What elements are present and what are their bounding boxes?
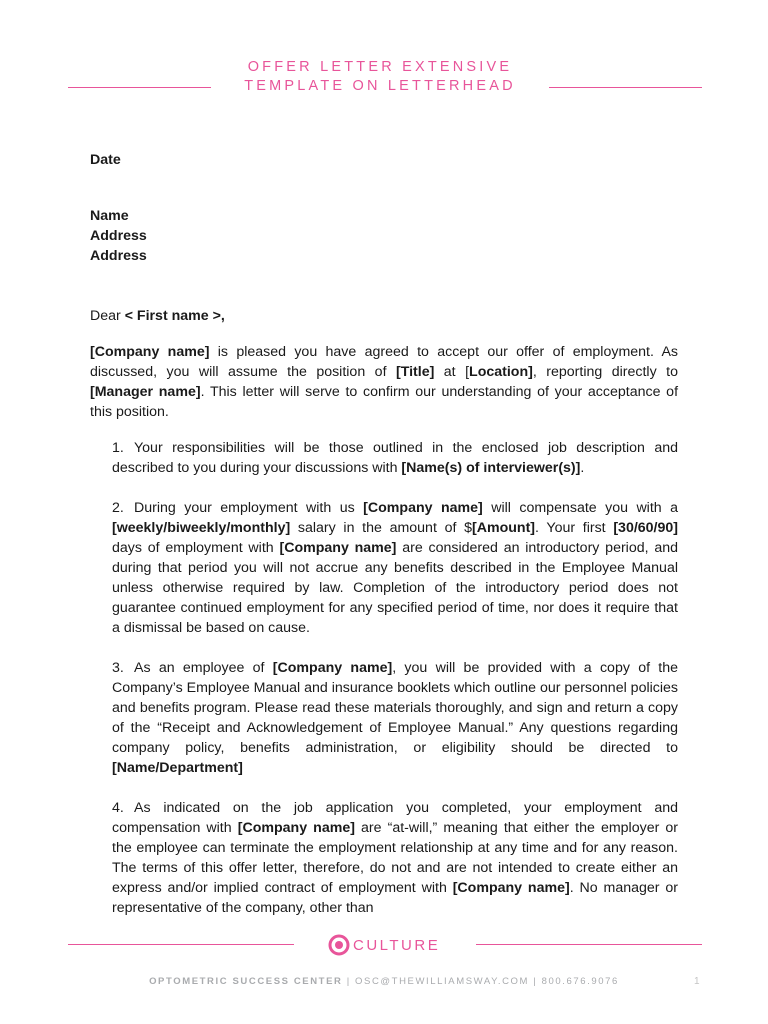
header-rule-left	[68, 87, 211, 88]
item-text: salary in the amount of $	[290, 520, 472, 536]
footer-phone: 800.676.9076	[541, 976, 619, 987]
footer-email: OSC@THEWILLIAMSWAY.COM	[355, 976, 530, 987]
item-number: 4.	[112, 800, 124, 816]
salutation-name: < First name >,	[124, 308, 225, 324]
document-title-line-2: TEMPLATE ON LETTERHEAD	[244, 78, 516, 94]
item-text: , you will be provided with a copy of the Company’s Employee Manual and insurance booklets which outline our personnel policies and benefits program. Please read these materials thoroughly, and sign and return a copy of the “Receipt and Acknowledgement of Employee Manual.” Any questions regarding company policy, benefits administration, or eligibility should be directed to	[112, 660, 679, 756]
numbered-items	[112, 438, 678, 918]
culture-logo-text: CULTURE	[353, 936, 441, 954]
intro-location: Location]	[469, 364, 533, 380]
item-number: 3.	[112, 660, 124, 676]
intro-text-1: is pleased you have agreed to accept our offer of employment. As discussed, you will assume the position of	[90, 344, 679, 380]
date-placeholder: Date	[90, 152, 121, 168]
item-text: will compensate you with a	[482, 500, 679, 516]
item-4	[112, 798, 678, 918]
item-text: days of employment with	[112, 540, 280, 556]
intro-text-4: . This letter will serve to confirm our understanding of your acceptance of this position.	[90, 384, 679, 420]
header-rule-right	[549, 87, 702, 88]
item-placeholder: [Company name]	[452, 880, 570, 896]
footer-separator: |	[342, 976, 356, 987]
item-placeholder: [Company name]	[237, 820, 355, 836]
page-number: 1	[694, 976, 700, 987]
item-1	[112, 438, 678, 478]
item-placeholder: [Company name]	[363, 500, 483, 516]
address-line-name: Name	[90, 208, 129, 224]
item-number: 1.	[112, 440, 124, 456]
item-text: are considered an introductory period, and during that period you will not accrue any benefits described in the Employee Manual unless otherwise required by law. Completion of the introductory period does not guarantee continued employment for any specified period of time, nor does it require that a dismissal be based on cause.	[112, 540, 679, 636]
salutation	[90, 306, 678, 326]
item-placeholder: [Company name]	[272, 660, 393, 676]
document-title-line-1: OFFER LETTER EXTENSIVE	[247, 59, 513, 75]
culture-logo-icon	[328, 934, 350, 956]
footer-contact	[0, 976, 768, 987]
salutation-prefix: Dear	[90, 308, 125, 324]
letter-body	[90, 150, 678, 938]
intro-text-3: , reporting directly to	[532, 364, 678, 380]
item-text: During your employment with us	[134, 500, 364, 516]
intro-manager: [Manager name]	[90, 384, 201, 400]
item-placeholder: [Amount]	[472, 520, 536, 536]
footer-org: OPTOMETRIC SUCCESS CENTER	[149, 976, 343, 987]
document-title	[220, 58, 540, 96]
item-text: are “at-will,” meaning that either the employer or the employee can terminate the employment relationship at any time and for any reason. The terms of this offer letter, therefore, do not and are not intended to create either an express and/or implied contract of employment with	[112, 820, 678, 896]
recipient-address	[90, 206, 678, 266]
culture-logo	[328, 932, 440, 958]
item-placeholder: [Name(s) of interviewer(s)]	[401, 460, 581, 476]
address-line-2: Address	[90, 248, 147, 264]
item-2	[112, 498, 678, 638]
item-placeholder: [Company name]	[279, 540, 397, 556]
item-number: 2.	[112, 500, 124, 516]
letterhead-footer	[0, 928, 768, 962]
letter-date	[90, 150, 678, 170]
item-3	[112, 658, 678, 778]
item-text: As indicated on the job application you completed, your employment and compensation with	[112, 800, 678, 836]
address-line-1: Address	[90, 228, 147, 244]
letterhead-header	[0, 58, 768, 98]
item-placeholder: [30/60/90]	[613, 520, 679, 536]
item-text: . Your first	[535, 520, 614, 536]
intro-text-2: at [	[434, 364, 470, 380]
intro-title: [Title]	[395, 364, 435, 380]
footer-rule-right	[476, 944, 702, 945]
item-text: . No manager or representative of the company, other than	[112, 880, 678, 916]
footer-separator: |	[529, 976, 542, 987]
item-placeholder: [Name/Department]	[112, 760, 243, 776]
item-text: Your responsibilities will be those outlined in the enclosed job description and described to you during your discussions with	[112, 440, 678, 476]
item-text: .	[580, 460, 585, 476]
intro-paragraph	[90, 342, 678, 422]
item-text: As an employee of	[134, 660, 273, 676]
intro-company: [Company name]	[90, 344, 210, 360]
item-placeholder: [weekly/biweekly/monthly]	[112, 520, 291, 536]
footer-rule-left	[68, 944, 294, 945]
